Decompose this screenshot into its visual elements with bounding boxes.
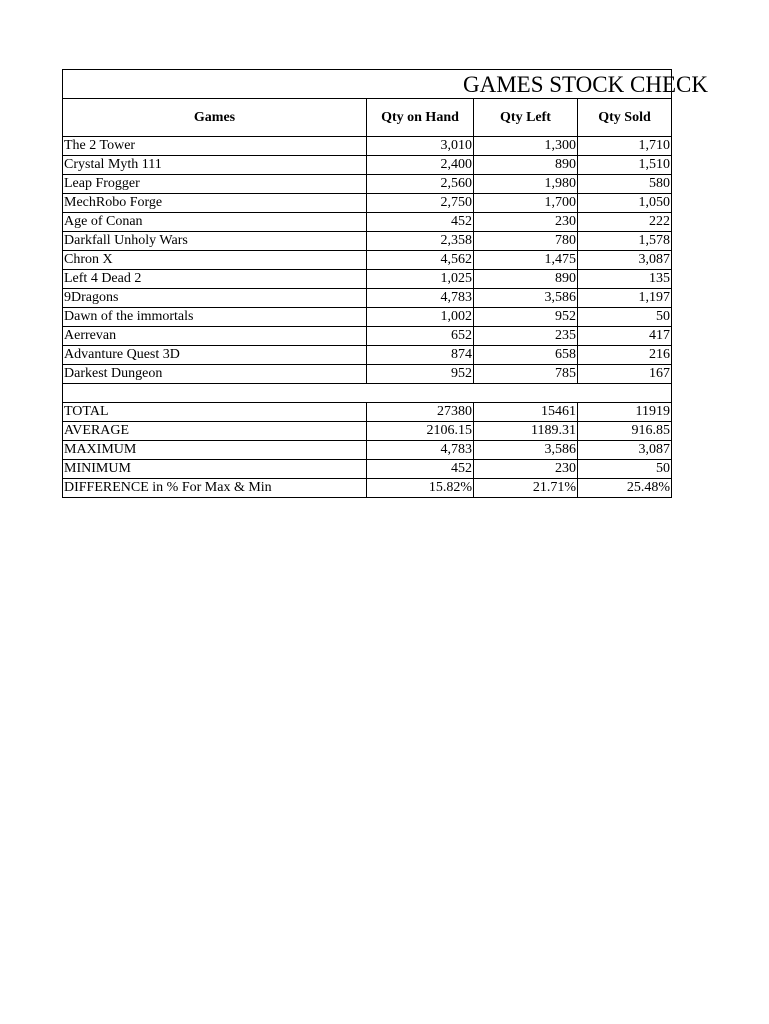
game-name-cell[interactable]: MechRobo Forge (63, 194, 367, 213)
qty-sold-cell[interactable]: 1,510 (578, 156, 672, 175)
edge-cell (672, 384, 769, 403)
header-row (63, 99, 769, 137)
game-name-cell[interactable]: 9Dragons (63, 289, 367, 308)
qty-sold-cell[interactable]: 1,197 (578, 289, 672, 308)
qty-left-cell[interactable]: 1,700 (474, 194, 578, 213)
edge-cell (672, 327, 769, 346)
game-name-cell[interactable]: Aerrevan (63, 327, 367, 346)
header-games[interactable]: Games (63, 99, 367, 137)
qty-on-hand-cell[interactable]: 4,562 (367, 251, 474, 270)
qty-left-cell[interactable]: 230 (474, 213, 578, 232)
qty-left-cell[interactable]: 1,300 (474, 137, 578, 156)
qty-left-cell[interactable]: 3,586 (474, 289, 578, 308)
qty-sold-cell[interactable]: 1,050 (578, 194, 672, 213)
spacer-row (63, 384, 769, 403)
qty-left-cell[interactable]: 230 (474, 460, 578, 479)
header-qty-left[interactable]: Qty Left (474, 99, 578, 137)
game-name-cell[interactable]: Dawn of the immortals (63, 308, 367, 327)
qty-on-hand-cell[interactable]: 27380 (367, 403, 474, 422)
qty-left-cell[interactable]: 3,586 (474, 441, 578, 460)
title-cell (63, 70, 708, 99)
qty-on-hand-cell[interactable]: 2,400 (367, 156, 474, 175)
edge-cell (672, 479, 769, 498)
table-row (63, 213, 769, 232)
game-name-cell[interactable]: DIFFERENCE in % For Max & Min (63, 479, 367, 498)
qty-sold-cell[interactable]: 167 (578, 365, 672, 384)
summary-row (63, 403, 769, 422)
table-row (63, 232, 769, 251)
summary-row (63, 441, 769, 460)
qty-on-hand-cell[interactable]: 3,010 (367, 137, 474, 156)
qty-left-cell[interactable]: 890 (474, 156, 578, 175)
summary-row (63, 460, 769, 479)
game-name-cell[interactable]: Crystal Myth 111 (63, 156, 367, 175)
qty-on-hand-cell[interactable]: 1,002 (367, 308, 474, 327)
table-row (63, 156, 769, 175)
qty-left-cell[interactable]: 1189.31 (474, 422, 578, 441)
qty-sold-cell[interactable]: 216 (578, 346, 672, 365)
qty-on-hand-cell[interactable]: 452 (367, 460, 474, 479)
edge-cell (672, 422, 769, 441)
game-name-cell[interactable]: Left 4 Dead 2 (63, 270, 367, 289)
sheet-title: GAMES STOCK CHECK (463, 72, 708, 97)
qty-sold-cell[interactable]: 222 (578, 213, 672, 232)
qty-left-cell[interactable]: 1,980 (474, 175, 578, 194)
qty-sold-cell[interactable]: 417 (578, 327, 672, 346)
qty-sold-cell[interactable]: 580 (578, 175, 672, 194)
qty-on-hand-cell[interactable]: 4,783 (367, 441, 474, 460)
qty-sold-cell[interactable]: 1,710 (578, 137, 672, 156)
qty-left-cell[interactable]: 952 (474, 308, 578, 327)
game-name-cell[interactable]: AVERAGE (63, 422, 367, 441)
table-row (63, 289, 769, 308)
qty-on-hand-cell[interactable]: 2,358 (367, 232, 474, 251)
table-row (63, 346, 769, 365)
edge-cell (672, 460, 769, 479)
qty-on-hand-cell[interactable]: 2,750 (367, 194, 474, 213)
edge-cell (672, 289, 769, 308)
edge-cell (672, 403, 769, 422)
game-name-cell[interactable]: Darkfall Unholy Wars (63, 232, 367, 251)
title-row (63, 70, 769, 99)
edge-cell (672, 441, 769, 460)
qty-left-cell[interactable]: 21.71% (474, 479, 578, 498)
qty-left-cell[interactable]: 235 (474, 327, 578, 346)
table-row (63, 175, 769, 194)
game-name-cell[interactable]: TOTAL (63, 403, 367, 422)
qty-left-cell[interactable]: 15461 (474, 403, 578, 422)
spacer-cell (63, 384, 672, 403)
edge-cell (672, 251, 769, 270)
edge-cell (672, 213, 769, 232)
qty-sold-cell[interactable]: 25.48% (578, 479, 672, 498)
game-name-cell[interactable]: Darkest Dungeon (63, 365, 367, 384)
qty-left-cell[interactable]: 785 (474, 365, 578, 384)
game-name-cell[interactable]: Age of Conan (63, 213, 367, 232)
summary-row (63, 479, 769, 498)
qty-on-hand-cell[interactable]: 2106.15 (367, 422, 474, 441)
qty-sold-cell[interactable]: 916.85 (578, 422, 672, 441)
qty-sold-cell[interactable]: 1,578 (578, 232, 672, 251)
edge-cell (672, 232, 769, 251)
qty-left-cell[interactable]: 658 (474, 346, 578, 365)
edge-cell (672, 137, 769, 156)
edge-cell (672, 346, 769, 365)
edge-cell (672, 308, 769, 327)
qty-on-hand-cell[interactable]: 874 (367, 346, 474, 365)
table-row (63, 251, 769, 270)
qty-on-hand-cell[interactable]: 452 (367, 213, 474, 232)
game-name-cell[interactable]: MINIMUM (63, 460, 367, 479)
qty-left-cell[interactable]: 1,475 (474, 251, 578, 270)
game-name-cell[interactable]: Chron X (63, 251, 367, 270)
qty-left-cell[interactable]: 780 (474, 232, 578, 251)
table-row (63, 270, 769, 289)
game-name-cell[interactable]: Advanture Quest 3D (63, 346, 367, 365)
header-qty-sold[interactable]: Qty Sold (578, 99, 672, 137)
game-name-cell[interactable]: MAXIMUM (63, 441, 367, 460)
game-name-cell[interactable]: Leap Frogger (63, 175, 367, 194)
table-row (63, 365, 769, 384)
qty-on-hand-cell[interactable]: 952 (367, 365, 474, 384)
qty-on-hand-cell[interactable]: 1,025 (367, 270, 474, 289)
qty-on-hand-cell[interactable]: 15.82% (367, 479, 474, 498)
qty-sold-cell[interactable]: 11919 (578, 403, 672, 422)
game-name-cell[interactable]: The 2 Tower (63, 137, 367, 156)
qty-sold-cell[interactable]: 135 (578, 270, 672, 289)
edge-cell (672, 194, 769, 213)
qty-on-hand-cell[interactable]: 652 (367, 327, 474, 346)
qty-on-hand-cell[interactable]: 4,783 (367, 289, 474, 308)
qty-on-hand-cell[interactable]: 2,560 (367, 175, 474, 194)
spreadsheet (62, 69, 768, 507)
edge-cell (672, 156, 769, 175)
edge-cell (672, 270, 769, 289)
edge-cell (672, 99, 769, 137)
qty-sold-cell[interactable]: 3,087 (578, 251, 672, 270)
qty-sold-cell[interactable]: 50 (578, 308, 672, 327)
table-row (63, 137, 769, 156)
stock-table (62, 69, 769, 498)
edge-cell (672, 365, 769, 384)
table-row (63, 308, 769, 327)
qty-sold-cell[interactable]: 3,087 (578, 441, 672, 460)
qty-left-cell[interactable]: 890 (474, 270, 578, 289)
summary-row (63, 422, 769, 441)
edge-cell (672, 175, 769, 194)
header-qty-on-hand[interactable]: Qty on Hand (367, 99, 474, 137)
qty-sold-cell[interactable]: 50 (578, 460, 672, 479)
table-row (63, 327, 769, 346)
table-row (63, 194, 769, 213)
